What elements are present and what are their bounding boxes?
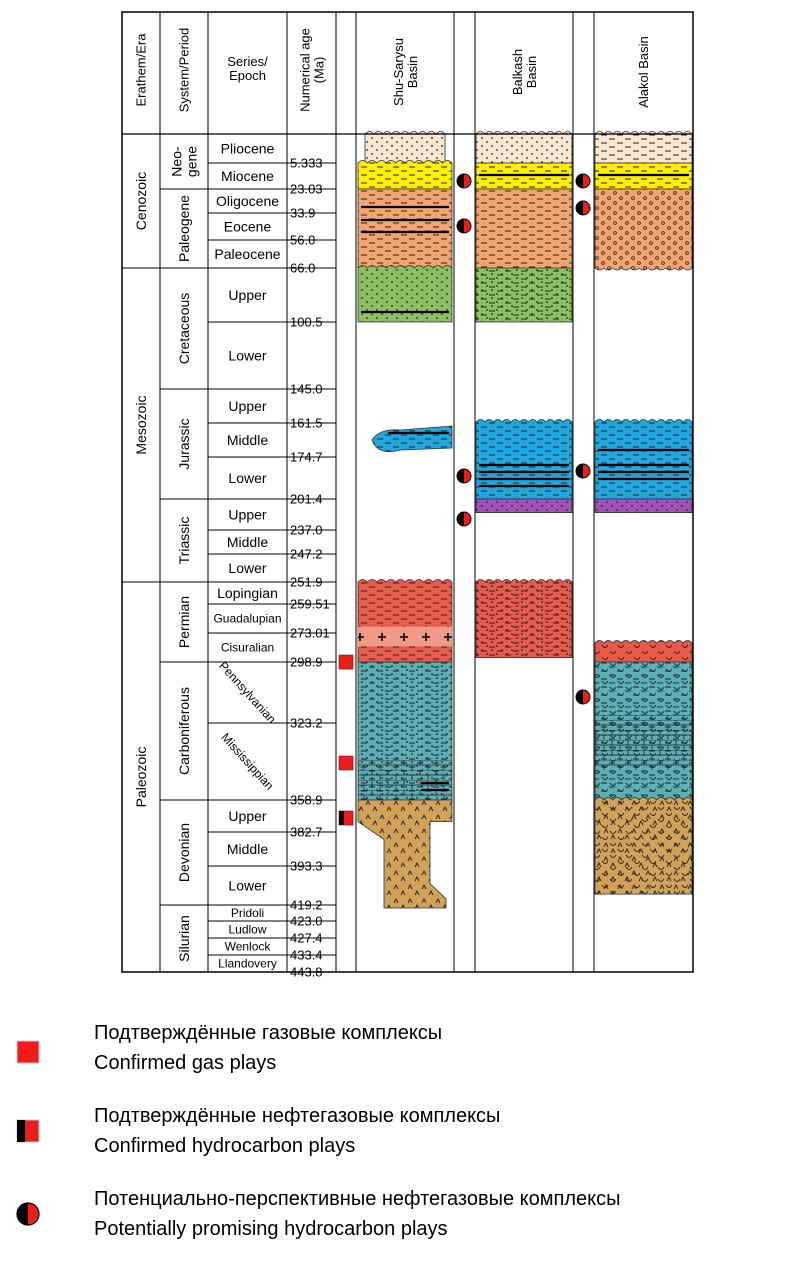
alakol-pliocene-pattern: [595, 132, 692, 164]
age-label: 161.5: [290, 415, 323, 431]
age-label: 298.9: [290, 654, 323, 670]
era-label: Cenozoic: [133, 171, 149, 231]
epoch-label: Pennsylvanian: [216, 658, 279, 727]
header-age: Numerical age(Ma): [296, 28, 327, 112]
epoch-label: Upper: [228, 398, 267, 414]
potential-play-carboniferous-3-half: [576, 690, 583, 704]
period-label: Carboniferous: [176, 687, 192, 775]
shu-pliocene-pattern: [365, 132, 445, 166]
balkash-cretaceous-pattern: [476, 268, 572, 322]
alakol-triassic-pattern: [595, 499, 692, 513]
shu-permian-cross: [358, 627, 452, 647]
epoch-label: Pliocene: [220, 140, 275, 157]
potential-play-paleogene-3-half: [576, 201, 583, 215]
epoch-label: Miocene: [221, 168, 274, 184]
epoch-label: Wenlock: [224, 939, 271, 954]
balkash-permian-pattern: [476, 580, 572, 658]
header-balkash: BalkashBasin: [509, 48, 539, 96]
legend-hc: [94, 1101, 500, 1161]
legend-gas-ru: Подтверждённые газовые комплексы: [94, 1022, 443, 1044]
period-label: Neo-gene: [168, 145, 200, 178]
unit-fills: [358, 132, 692, 909]
epoch-label: Oligocene: [215, 193, 280, 209]
age-label: 382.7: [290, 824, 323, 840]
epoch-label: Ludlow: [228, 922, 267, 937]
potential-play-triassic-1-half: [457, 512, 464, 526]
header-era: Erathem/Era: [133, 33, 149, 107]
hydrocarbon-play-devonian-half: [339, 811, 344, 825]
age-label: 323.2: [290, 715, 323, 731]
age-label: 251.9: [290, 574, 323, 590]
potential-play-neogene-3-half: [576, 174, 583, 188]
potential-play-jurassic-1-half: [457, 469, 464, 483]
legend-potential-en: Potentially promising hydrocarbon plays: [94, 1218, 448, 1240]
header-alakol: Alakol Basin: [636, 36, 651, 108]
era-label: Mesozoic: [133, 395, 149, 455]
epoch-label: Eocene: [223, 218, 272, 235]
period-label: Triassic: [176, 516, 192, 565]
epoch-label: Upper: [228, 808, 267, 824]
epoch-label: Middle: [226, 432, 269, 448]
shu-jurassic-lens-pattern: [372, 426, 452, 452]
age-label: 33.9: [290, 205, 316, 221]
age-label: 23.03: [290, 181, 323, 197]
header-shu-sarysu: Shu-SarysuBasin: [390, 38, 420, 106]
epoch-label: Middle: [226, 534, 269, 550]
period-label: Permian: [176, 595, 192, 649]
epoch-label: Mississippian: [218, 730, 277, 793]
epoch-label: Middle: [226, 841, 269, 857]
period-label: Cretaceous: [176, 292, 192, 365]
age-label: 100.5: [290, 314, 323, 330]
epoch-label: Lopingian: [217, 585, 278, 601]
period-label: Jurassic: [176, 418, 192, 470]
age-label: 423.0: [290, 913, 323, 929]
age-label: 247.2: [290, 546, 323, 562]
potential-play-jurassic-3-half: [576, 464, 583, 478]
balkash-pliocene-pattern: [476, 132, 572, 164]
alakol-jurassic-pattern: [595, 419, 692, 499]
legend-potential: [94, 1184, 620, 1244]
legend-gas-en: Confirmed gas plays: [94, 1052, 277, 1074]
hydrocarbon-play-icon: [14, 1117, 44, 1147]
period-label: Devonian: [176, 822, 192, 883]
legend-hc-ru: Подтверждённые нефтегазовые комплексы: [94, 1105, 501, 1127]
epoch-label: Llandovery: [218, 956, 277, 971]
potential-play-neogene-1-half: [457, 174, 464, 188]
shu-paleogene-pattern: [358, 189, 452, 270]
shu-cretaceous-pattern: [358, 266, 452, 323]
gas-play-icon: [14, 1038, 44, 1068]
shu-miocene-pattern: [358, 161, 452, 190]
shu-permian-pattern: [358, 580, 452, 663]
age-label: 419.2: [290, 897, 323, 913]
epoch-label: Cisuralian: [220, 640, 275, 655]
age-label: 5.333: [290, 155, 323, 171]
age-label: 358.9: [290, 792, 323, 808]
age-label: 273.01: [290, 625, 330, 641]
gas-play-carboniferous: [339, 756, 353, 770]
legend-potential-ru: Потенциально-перспективные нефтегазовые комплексы: [94, 1188, 621, 1210]
age-label: 433.4: [290, 947, 323, 963]
gas-play-permian: [339, 655, 353, 669]
epoch-label: Upper: [228, 287, 267, 303]
epoch-label: Paleocene: [214, 246, 281, 262]
balkash-triassic-pattern: [476, 499, 572, 513]
epoch-label: Pridoli: [230, 906, 265, 920]
age-label: 393.3: [290, 858, 323, 874]
age-label: 259.51: [290, 596, 330, 612]
shu-carbonate: [358, 759, 452, 800]
epoch-label: Lower: [228, 347, 267, 364]
age-label: 427.4: [290, 930, 323, 946]
potential-play-icon: [14, 1200, 44, 1230]
legend-hc-en: Confirmed hydrocarbon plays: [94, 1135, 356, 1157]
age-label: 145.0: [290, 381, 323, 397]
period-label: Silurian: [176, 915, 192, 962]
potential-play-paleogene-1-half: [457, 219, 464, 233]
epoch-label: Lower: [228, 560, 267, 576]
epoch-label: Upper: [228, 506, 267, 523]
period-label: Paleogene: [176, 195, 192, 262]
header-period: System/Period: [176, 27, 192, 113]
header-series: Series/ Epoch: [227, 53, 268, 83]
age-label: 56.0: [290, 232, 316, 248]
age-label: 201.4: [290, 491, 323, 507]
age-label: 174.7: [290, 449, 323, 465]
epoch-label: Lower: [228, 470, 267, 486]
epoch-label: Lower: [228, 877, 267, 894]
alakol-carbonate: [595, 715, 692, 770]
alakol-paleogene-pattern: [595, 189, 692, 270]
legend-gas: [94, 1018, 442, 1078]
balkash-paleogene-pattern: [476, 189, 572, 270]
age-label: 443.8: [290, 964, 323, 980]
epoch-label: Guadalupian: [213, 611, 282, 626]
age-label: 66.0: [290, 260, 316, 276]
alakol-devonian-pattern: [595, 798, 692, 895]
age-label: 237.0: [290, 522, 323, 538]
shu-devonian-pattern: [358, 800, 452, 908]
alakol-permian-pattern: [595, 641, 692, 662]
era-label: Paleozoic: [133, 746, 149, 808]
